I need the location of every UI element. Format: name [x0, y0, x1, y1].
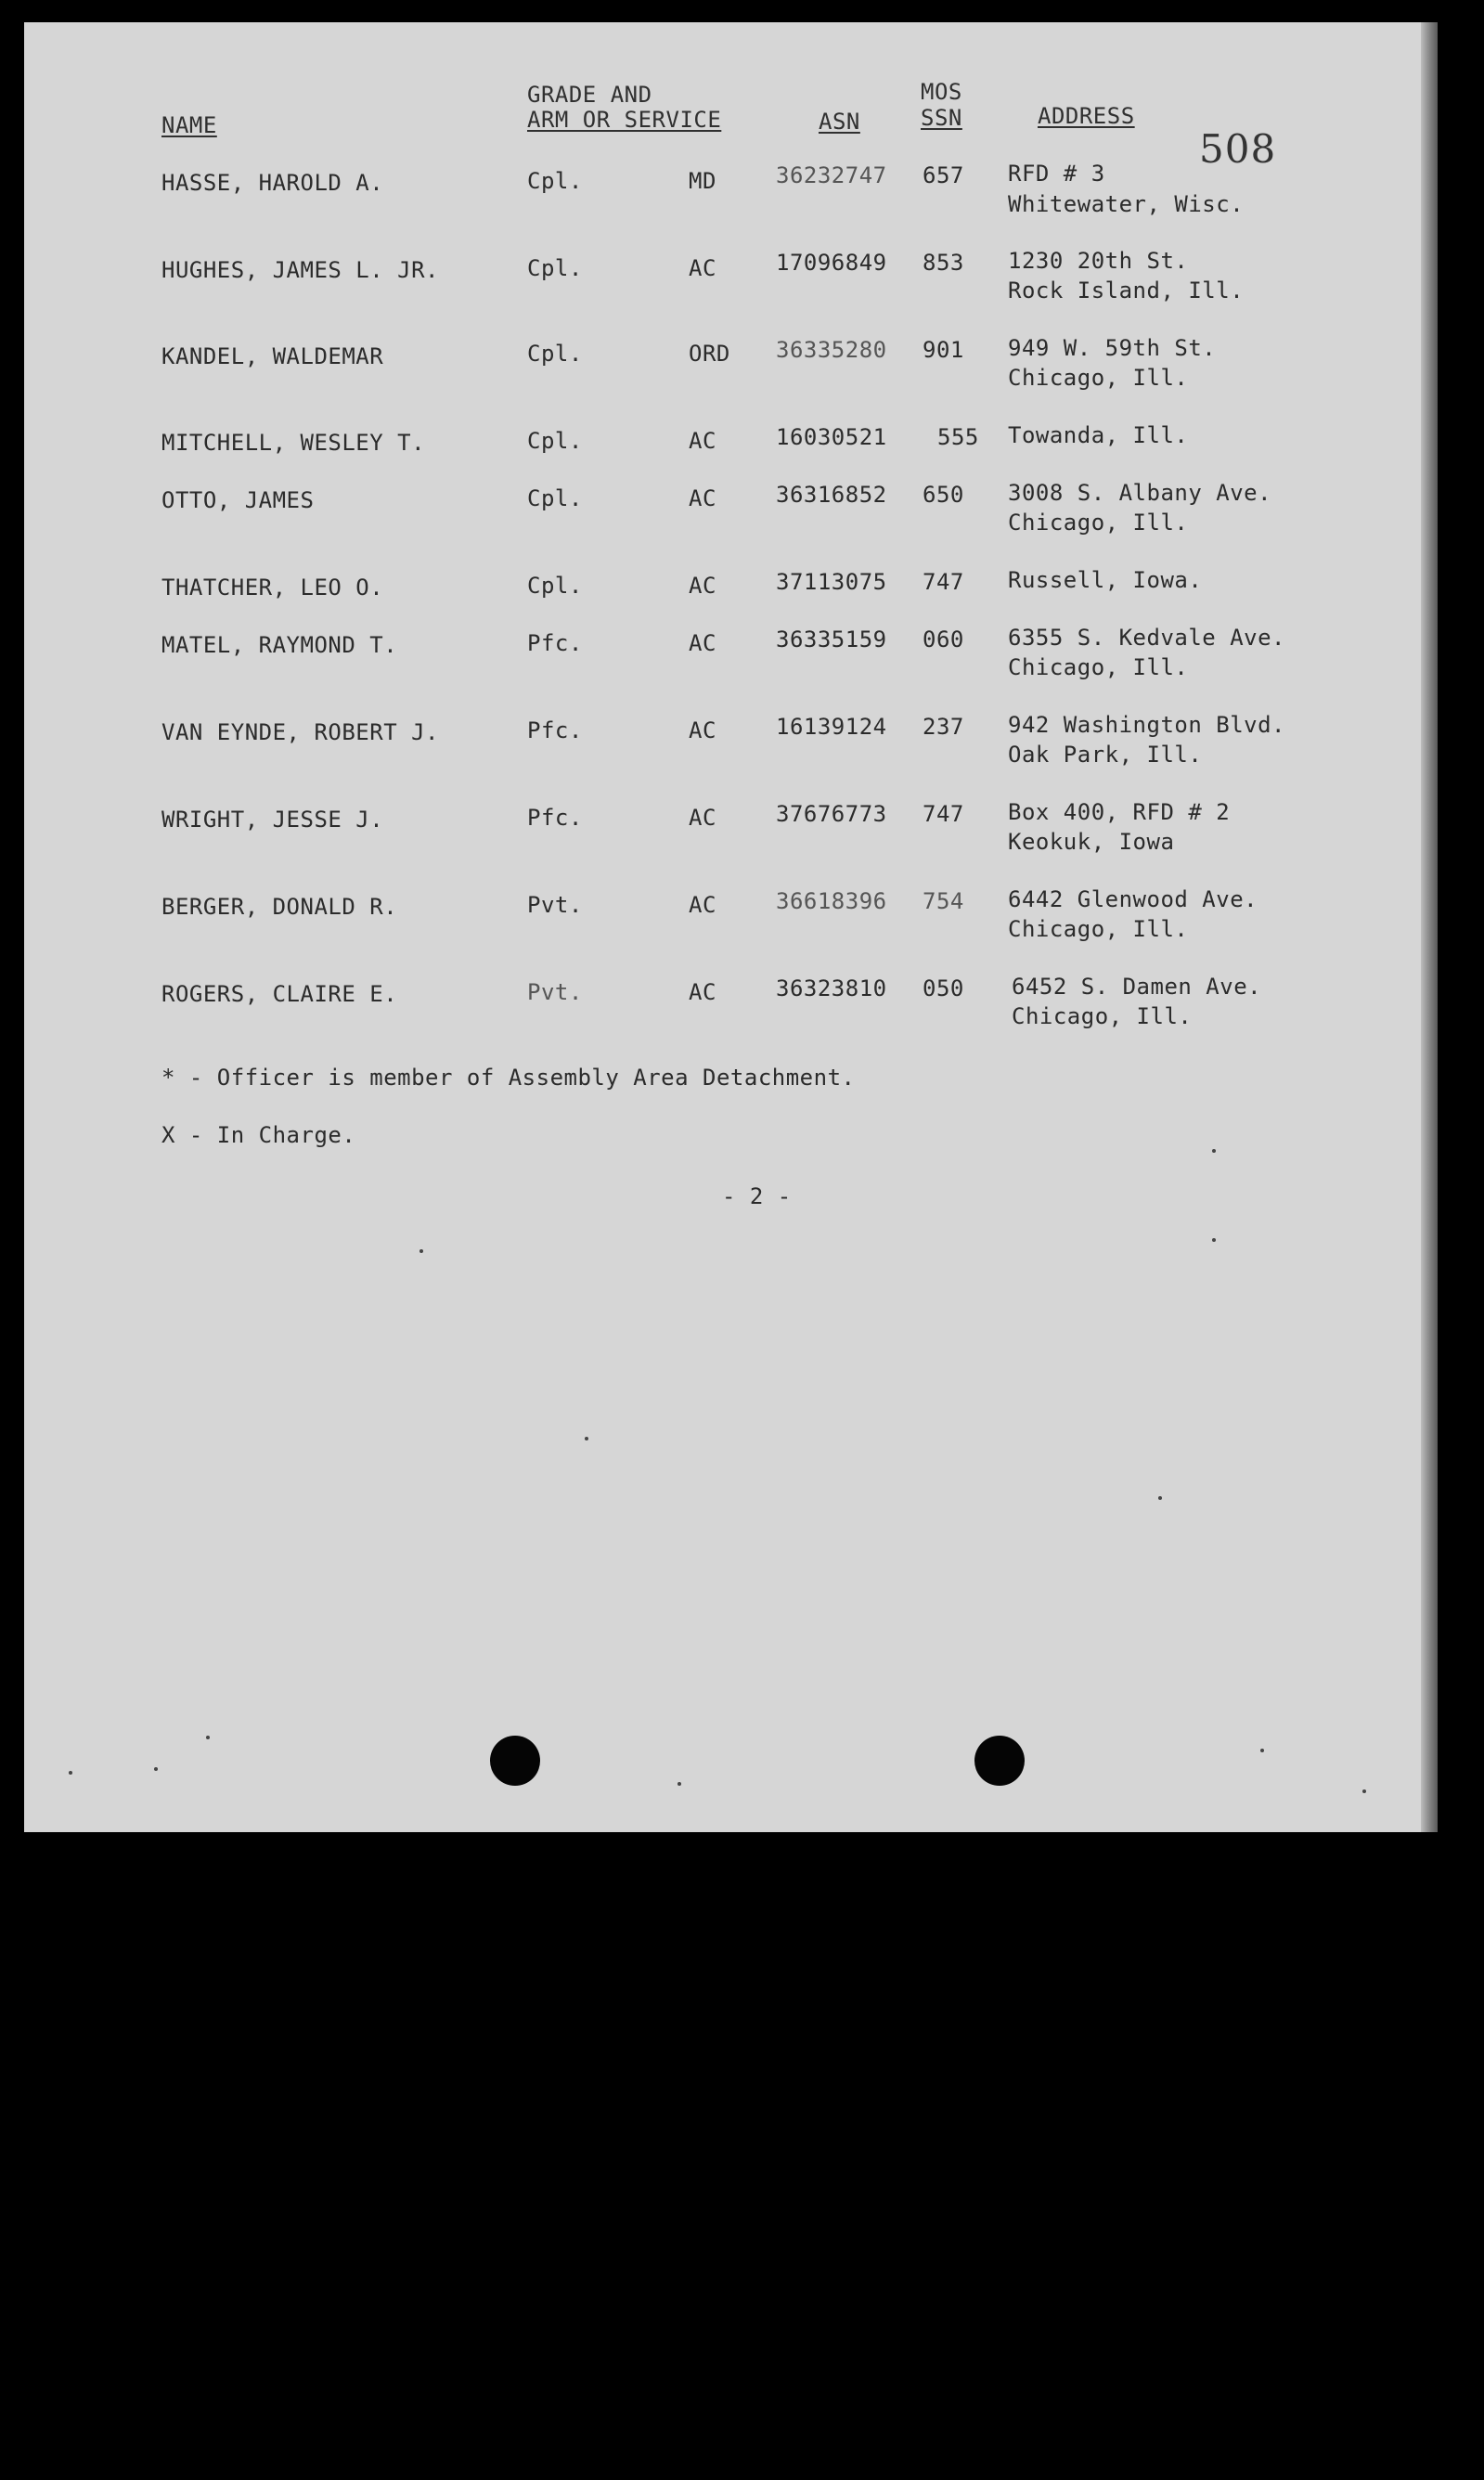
roster-name: WRIGHT, JESSE J.	[161, 807, 384, 833]
header-address: ADDRESS	[1038, 103, 1135, 129]
roster-address-line2: Keokuk, Iowa	[1008, 829, 1175, 855]
roster-ssn: 237	[923, 714, 964, 740]
roster-ssn: 650	[923, 482, 964, 508]
roster-grade: Pfc.	[527, 630, 583, 656]
roster-asn: 37113075	[776, 569, 887, 595]
header-grade-line2: ARM OR SERVICE	[527, 107, 722, 133]
roster-ssn: 747	[923, 569, 964, 595]
page-stamp-number: 508	[1199, 126, 1277, 172]
roster-grade: Pvt.	[527, 892, 583, 918]
dust-speck	[206, 1736, 210, 1739]
roster-address-line1: 6355 S. Kedvale Ave.	[1008, 625, 1285, 651]
dust-speck	[1362, 1789, 1366, 1793]
footnote-in-charge: X - In Charge.	[161, 1122, 356, 1148]
roster-asn: 36232747	[776, 162, 887, 188]
roster-grade: Cpl.	[527, 341, 583, 367]
roster-asn: 17096849	[776, 250, 887, 276]
roster-address-line2: Chicago, Ill.	[1012, 1003, 1193, 1029]
roster-name: KANDEL, WALDEMAR	[161, 343, 384, 369]
roster-name: BERGER, DONALD R.	[161, 894, 398, 920]
roster-asn: 36335280	[776, 337, 887, 363]
roster-address-line1: 6442 Glenwood Ave.	[1008, 886, 1258, 912]
roster-ssn: 555	[937, 424, 979, 450]
header-grade-line1: GRADE AND	[527, 82, 652, 108]
roster-arm: AC	[689, 979, 716, 1005]
roster-arm: AC	[689, 255, 716, 281]
dust-speck	[154, 1767, 158, 1771]
roster-address-line2: Chicago, Ill.	[1008, 916, 1189, 942]
roster-name: HUGHES, JAMES L. JR.	[161, 257, 439, 283]
dust-speck	[1158, 1496, 1162, 1500]
roster-name: VAN EYNDE, ROBERT J.	[161, 719, 439, 745]
roster-address-line1: Russell, Iowa.	[1008, 567, 1203, 593]
roster-arm: ORD	[689, 341, 730, 367]
roster-ssn: 657	[923, 162, 964, 188]
roster-arm: MD	[689, 168, 716, 194]
roster-address-line1: 942 Washington Blvd.	[1008, 712, 1285, 738]
header-asn: ASN	[819, 109, 860, 135]
roster-address-line1: 949 W. 59th St.	[1008, 335, 1217, 361]
roster-name: MITCHELL, WESLEY T.	[161, 430, 426, 456]
roster-ssn: 060	[923, 626, 964, 652]
roster-arm: AC	[689, 805, 716, 831]
roster-grade: Cpl.	[527, 168, 583, 194]
roster-address-line2: Chicago, Ill.	[1008, 654, 1189, 680]
roster-arm: AC	[689, 630, 716, 656]
roster-arm: AC	[689, 892, 716, 918]
roster-address-line1: RFD # 3	[1008, 161, 1105, 187]
roster-grade: Pvt.	[527, 979, 583, 1005]
dust-speck	[677, 1782, 681, 1786]
dust-speck	[69, 1771, 72, 1775]
roster-arm: AC	[689, 428, 716, 454]
dust-speck	[1260, 1749, 1264, 1752]
roster-address-line2: Whitewater, Wisc.	[1008, 191, 1245, 217]
roster-address-line1: 1230 20th St.	[1008, 248, 1189, 274]
roster-arm: AC	[689, 717, 716, 743]
roster-address-line1: Box 400, RFD # 2	[1008, 799, 1231, 825]
roster-address-line2: Oak Park, Ill.	[1008, 742, 1203, 768]
roster-address-line2: Chicago, Ill.	[1008, 510, 1189, 536]
roster-asn: 36335159	[776, 626, 887, 652]
roster-grade: Pfc.	[527, 805, 583, 831]
roster-name: MATEL, RAYMOND T.	[161, 632, 398, 658]
dust-speck	[1212, 1149, 1216, 1153]
header-mos: MOS	[921, 79, 962, 105]
dust-speck	[1212, 1238, 1216, 1242]
roster-address-line1: 3008 S. Albany Ave.	[1008, 480, 1272, 506]
roster-name: ROGERS, CLAIRE E.	[161, 981, 398, 1007]
roster-grade: Cpl.	[527, 573, 583, 599]
roster-address-line1: 6452 S. Damen Ave.	[1012, 974, 1262, 1000]
roster-address-line1: Towanda, Ill.	[1008, 422, 1189, 448]
roster-ssn: 747	[923, 801, 964, 827]
roster-address-line2: Chicago, Ill.	[1008, 365, 1189, 391]
roster-grade: Pfc.	[527, 717, 583, 743]
page-number: - 2 -	[722, 1183, 792, 1209]
roster-asn: 16139124	[776, 714, 887, 740]
document-page	[24, 22, 1438, 1832]
roster-arm: AC	[689, 573, 716, 599]
roster-grade: Cpl.	[527, 428, 583, 454]
roster-name: HASSE, HAROLD A.	[161, 170, 384, 196]
roster-asn: 37676773	[776, 801, 887, 827]
page-edge-shadow	[1421, 22, 1438, 1832]
roster-ssn: 853	[923, 250, 964, 276]
roster-grade: Cpl.	[527, 255, 583, 281]
roster-ssn: 754	[923, 888, 964, 914]
dust-speck	[585, 1437, 588, 1440]
roster-asn: 36316852	[776, 482, 887, 508]
punch-hole-right	[974, 1736, 1025, 1786]
roster-name: OTTO, JAMES	[161, 487, 315, 513]
header-ssn: SSN	[921, 105, 962, 131]
roster-asn: 16030521	[776, 424, 887, 450]
roster-ssn: 901	[923, 337, 964, 363]
punch-hole-left	[490, 1736, 540, 1786]
roster-name: THATCHER, LEO O.	[161, 575, 384, 601]
dust-speck	[419, 1249, 423, 1253]
roster-address-line2: Rock Island, Ill.	[1008, 278, 1245, 304]
footnote-officer: * - Officer is member of Assembly Area Detachment.	[161, 1065, 856, 1091]
roster-ssn: 050	[923, 975, 964, 1001]
roster-arm: AC	[689, 485, 716, 511]
header-name: NAME	[161, 112, 217, 138]
roster-asn: 36323810	[776, 975, 887, 1001]
roster-asn: 36618396	[776, 888, 887, 914]
roster-grade: Cpl.	[527, 485, 583, 511]
